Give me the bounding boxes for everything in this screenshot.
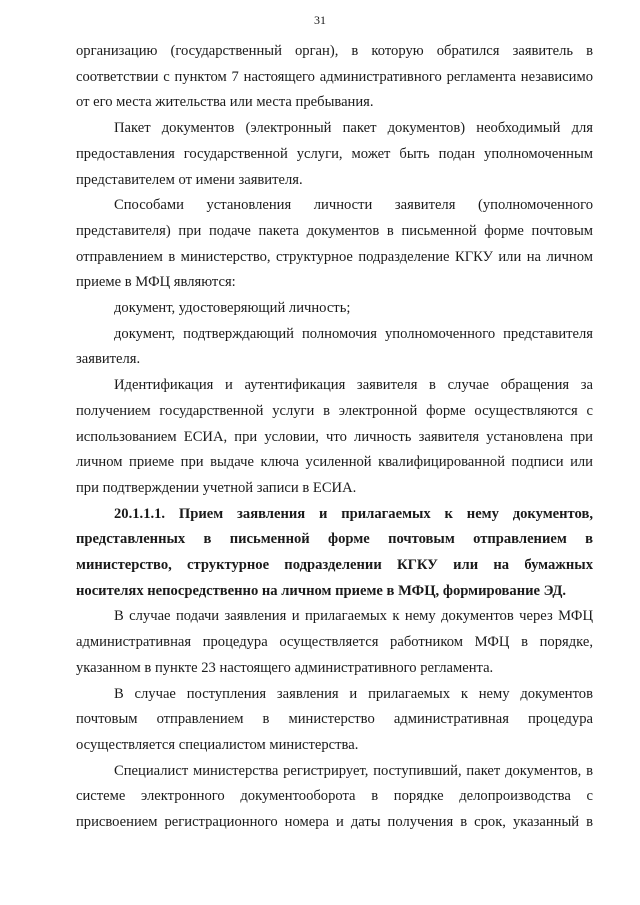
paragraph-continuation: организацию (государственный орган), в которую обратился заявитель в соответствии с пунктом 7 настоящего административного регламента независимо от его места жительства или места пребывания. bbox=[76, 43, 593, 111]
paragraph-registration: Специалист министерства регистрирует, поступивший, пакет документов, в системе электронного документооборота в порядке делопроизводства с присвоением регистрационного номера и даты получения в срок, указанный в bbox=[76, 762, 593, 831]
paragraph-identity-methods: Способами установления личности заявителя (уполномоченного представителя) при подаче пакета документов в письменной форме почтовым отправлением в министерство, структурное подразделение КГКУ или на личном приеме в МФЦ являются: bbox=[76, 197, 593, 291]
paragraph-postal-procedure: В случае поступления заявления и прилагаемых к нему документов почтовым отправлением в министерство административная процедура осуществляется специалистом министерства. bbox=[76, 685, 593, 753]
list-item-identity-document: документ, удостоверяющий личность; bbox=[114, 300, 351, 317]
document-body bbox=[76, 39, 593, 836]
page-number: 31 bbox=[314, 13, 326, 27]
paragraph-esia-identification: Идентификация и аутентификация заявителя в случае обращения за получением государственной услуги в электронной форме осуществляются с использованием ЕСИА, при условии, что личность заявителя установлена при личном приеме при выдаче ключа усиленной квалифицированной подписи или при подтверждении учетной записи в ЕСИА. bbox=[76, 377, 593, 496]
paragraph-mfc-procedure: В случае подачи заявления и прилагаемых к нему документов через МФЦ административная процедура осуществляется работником МФЦ в порядке, указанном в пункте 23 настоящего административного регламента. bbox=[76, 608, 593, 676]
paragraph-representative: Пакет документов (электронный пакет документов) необходимый для предоставления государственной услуги, может быть подан уполномоченным представителем от имени заявителя. bbox=[76, 120, 593, 188]
section-heading-20-1-1-1: 20.1.1.1. Прием заявления и прилагаемых к нему документов, представленных в письменной форме почтовым отправлением в министерство, структурное подразделении КГКУ или на бумажных носителях непосредственно на личном приеме в МФЦ, формирование ЭД. bbox=[76, 505, 593, 599]
list-item-authority-document: документ, подтверждающий полномочия уполномоченного представителя заявителя. bbox=[76, 325, 593, 368]
